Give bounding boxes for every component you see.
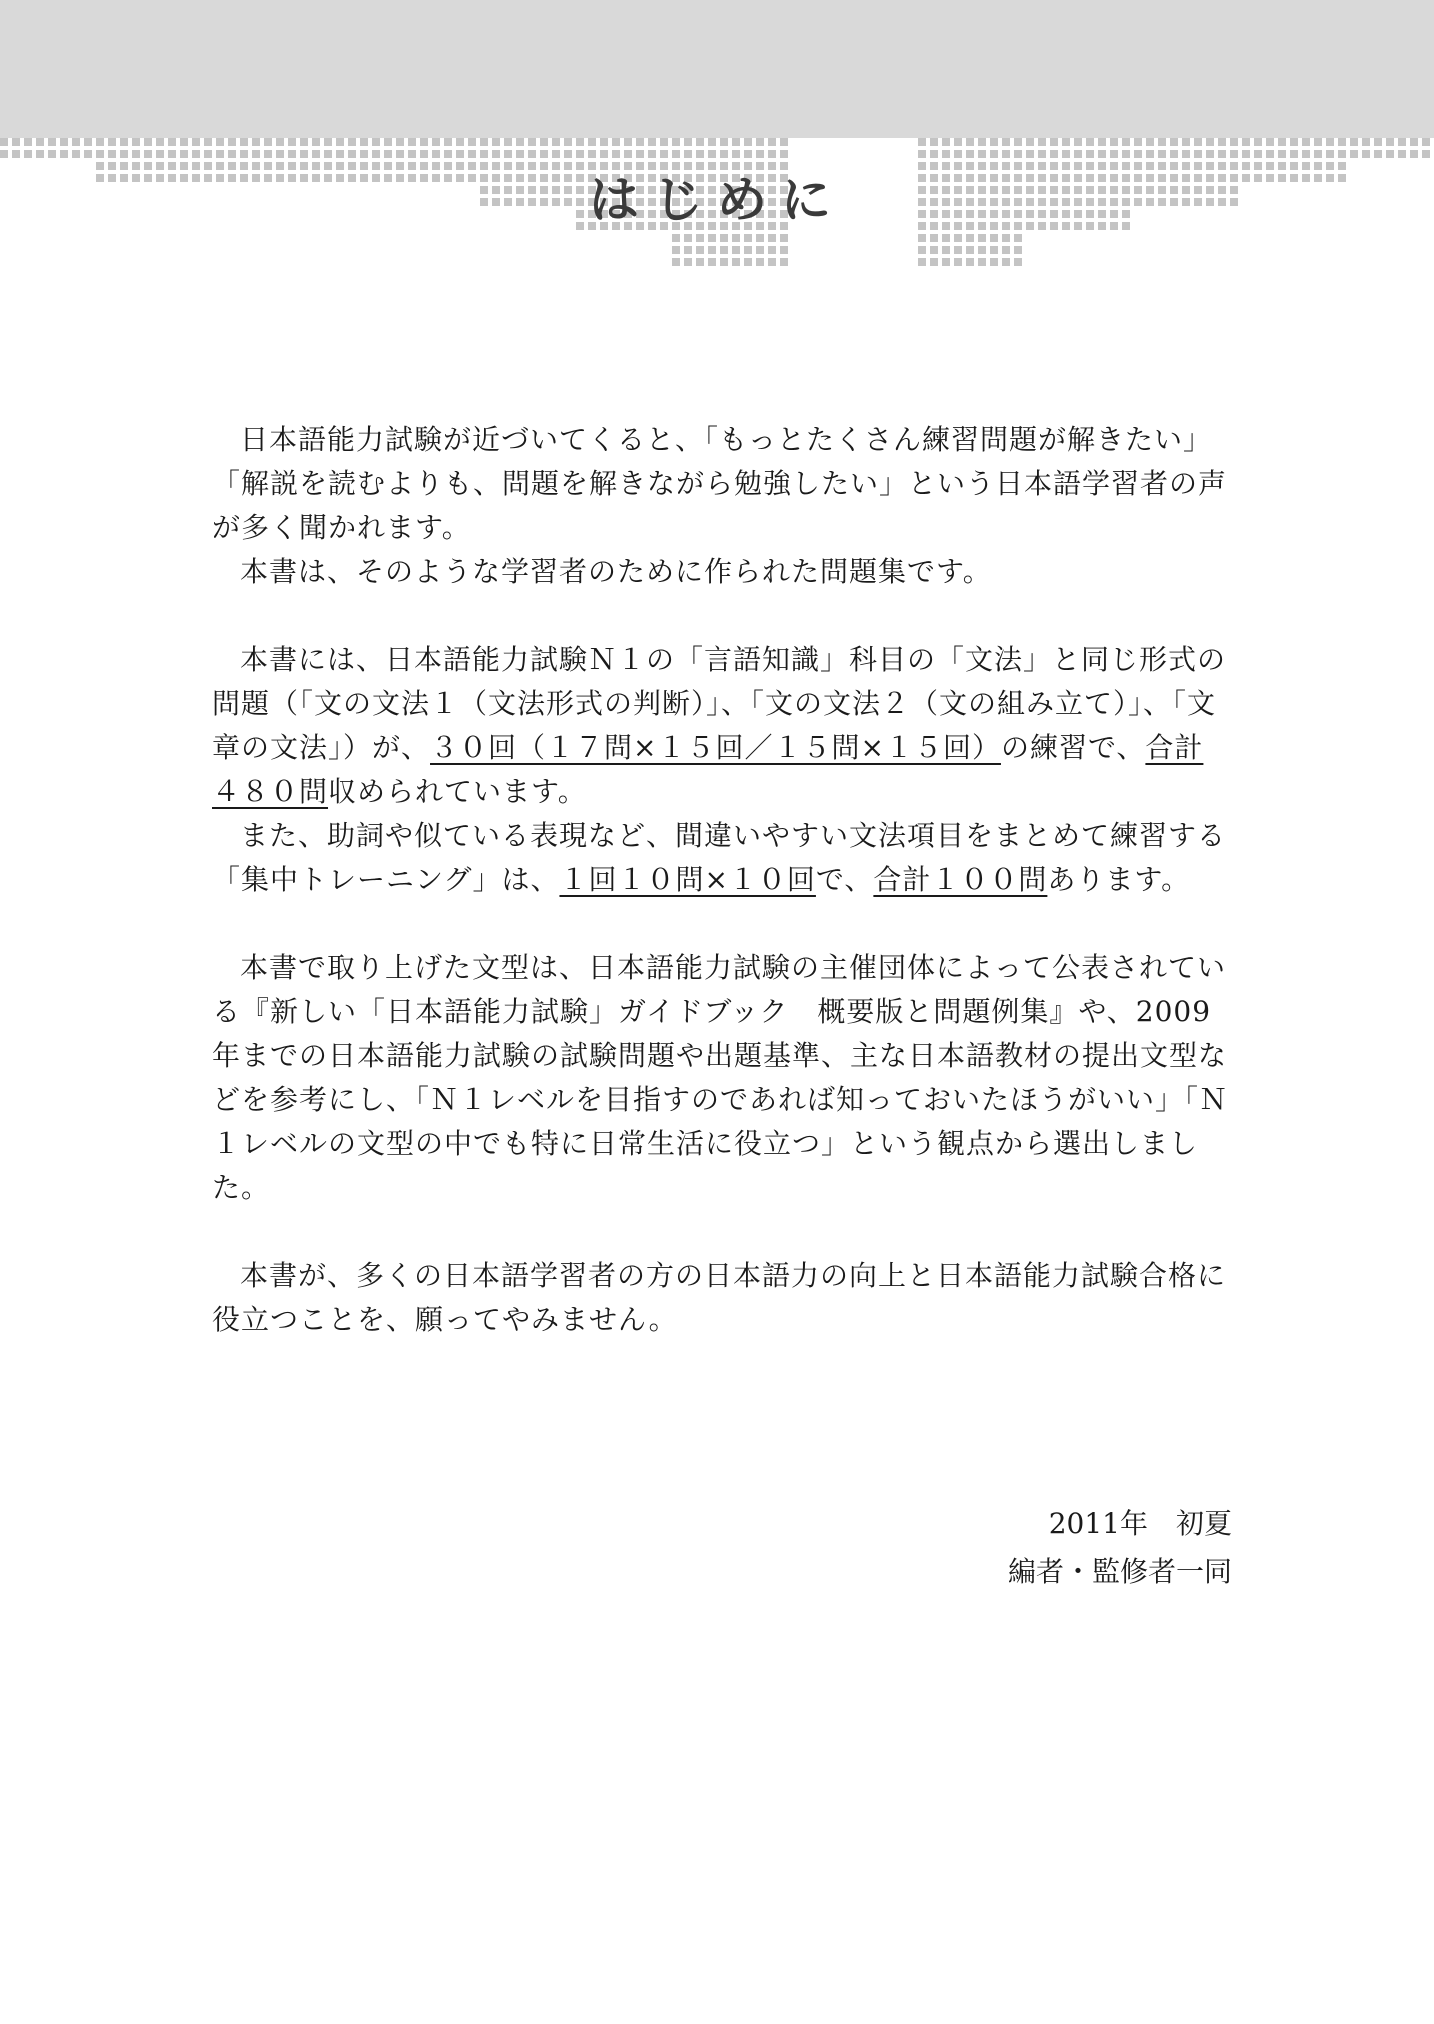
grid-cell — [1194, 150, 1202, 158]
grid-cell — [1014, 234, 1022, 242]
grid-cell — [1314, 138, 1322, 146]
grid-cell — [216, 150, 224, 158]
grid-cell — [456, 138, 464, 146]
grid-cell — [930, 150, 938, 158]
grid-cell — [1002, 138, 1010, 146]
grid-cell — [228, 138, 236, 146]
grid-cell — [1386, 150, 1394, 158]
grid-cell — [1290, 150, 1298, 158]
grid-cell — [1230, 150, 1238, 158]
grid-cell — [954, 150, 962, 158]
grid-cell — [684, 258, 692, 266]
grid-cell — [990, 138, 998, 146]
grid-cell — [600, 150, 608, 158]
grid-cell — [648, 138, 656, 146]
grid-cell — [1230, 138, 1238, 146]
grid-cell — [1122, 150, 1130, 158]
grid-cell — [1002, 246, 1010, 254]
grid-cell — [990, 246, 998, 254]
grid-cell — [696, 246, 704, 254]
grid-cell — [1350, 138, 1358, 146]
grid-cell — [708, 258, 716, 266]
grid-cell — [1182, 138, 1190, 146]
grid-cell — [732, 246, 740, 254]
grid-cell — [0, 150, 8, 158]
grid-cell — [180, 150, 188, 158]
grid-cell — [180, 138, 188, 146]
paragraph-contents — [212, 638, 1232, 814]
grid-cell — [300, 138, 308, 146]
grid-cell — [1110, 150, 1118, 158]
grid-cell — [672, 258, 680, 266]
grid-cell — [528, 150, 536, 158]
grid-cell — [420, 150, 428, 158]
grid-cell — [684, 150, 692, 158]
grid-cell — [420, 138, 428, 146]
grid-cell — [444, 150, 452, 158]
grid-cell — [720, 150, 728, 158]
grid-cell — [1074, 138, 1082, 146]
grid-cell — [96, 150, 104, 158]
grid-cell — [216, 138, 224, 146]
grid-cell — [1014, 246, 1022, 254]
grid-cell — [1098, 138, 1106, 146]
grid-cell — [1338, 138, 1346, 146]
grid-cell — [264, 150, 272, 158]
grid-cell — [12, 138, 20, 146]
grid-cell — [168, 138, 176, 146]
grid-cell — [1086, 138, 1094, 146]
paragraph-intro: 日本語能力試験が近づいてくると、「もっとたくさん練習問題が解きたい」「解説を読むよりも、問題を解きながら勉強したい」という日本語学習者の声が多く聞かれます。 — [212, 423, 1228, 544]
grid-cell — [978, 234, 986, 242]
grid-cell — [252, 150, 260, 158]
grid-cell — [756, 246, 764, 254]
grid-cell — [990, 258, 998, 266]
grid-cell — [684, 138, 692, 146]
grid-cell — [432, 138, 440, 146]
underlined-text: 合計４８０問 — [212, 731, 1204, 808]
grid-cell — [372, 150, 380, 158]
grid-cell — [576, 150, 584, 158]
grid-cell — [918, 150, 926, 158]
grid-cell — [966, 258, 974, 266]
grid-cell — [24, 138, 32, 146]
grid-cell — [84, 150, 92, 158]
grid-cell — [768, 258, 776, 266]
grid-cell — [672, 138, 680, 146]
grid-cell — [1290, 138, 1298, 146]
header-band — [0, 0, 1434, 138]
text-segment: で、 — [815, 863, 874, 896]
grid-cell — [276, 138, 284, 146]
grid-cell — [720, 258, 728, 266]
grid-cell — [966, 150, 974, 158]
grid-cell — [1410, 138, 1418, 146]
grid-cell — [492, 138, 500, 146]
grid-cell — [942, 234, 950, 242]
grid-cell — [1050, 150, 1058, 158]
grid-cell — [1206, 138, 1214, 146]
grid-cell — [1218, 138, 1226, 146]
grid-cell — [1086, 150, 1094, 158]
grid-cell — [732, 138, 740, 146]
grid-cell — [1206, 150, 1214, 158]
text-segment: の練習で、 — [1000, 731, 1146, 764]
grid-cell — [408, 138, 416, 146]
text-segment: 本書には、日本語能力試験Ｎ１の「言語知識」科目の「文法」と同じ形式の問題（「文の文法１（文法形式の判断）」、「文の文法２（文の組み立て）」、「文章の文法」）が、 — [212, 643, 1227, 764]
grid-cell — [204, 150, 212, 158]
grid-cell — [324, 150, 332, 158]
grid-cell — [84, 138, 92, 146]
grid-cell — [132, 138, 140, 146]
grid-cell — [60, 150, 68, 158]
grid-cell — [276, 150, 284, 158]
grid-cell — [120, 150, 128, 158]
grid-cell — [108, 150, 116, 158]
page-title: はじめに — [589, 171, 845, 229]
grid-cell — [468, 150, 476, 158]
grid-cell — [396, 138, 404, 146]
grid-cell — [564, 150, 572, 158]
grid-cell — [348, 150, 356, 158]
grid-cell — [492, 150, 500, 158]
grid-cell — [696, 150, 704, 158]
grid-cell — [720, 234, 728, 242]
grid-cell — [480, 138, 488, 146]
grid-cell — [132, 150, 140, 158]
paragraph-training — [212, 814, 1232, 902]
grid-cell — [708, 150, 716, 158]
grid-cell — [978, 258, 986, 266]
grid-cell — [504, 138, 512, 146]
grid-cell — [708, 246, 716, 254]
grid-cell — [744, 258, 752, 266]
grid-cell — [1026, 138, 1034, 146]
grid-cell — [1062, 150, 1070, 158]
grid-cell — [744, 150, 752, 158]
grid-cell — [360, 138, 368, 146]
grid-cell — [648, 150, 656, 158]
paragraph-closing: 本書が、多くの日本語学習者の方の日本語力の向上と日本語能力試験合格に役立つことを、願ってやみません。 — [212, 1259, 1227, 1336]
grid-cell — [1014, 258, 1022, 266]
grid-cell — [252, 138, 260, 146]
grid-cell — [708, 234, 716, 242]
grid-cell — [720, 246, 728, 254]
grid-cell — [1362, 138, 1370, 146]
grid-cell — [612, 138, 620, 146]
grid-cell — [12, 150, 20, 158]
grid-cell — [0, 138, 8, 146]
grid-cell — [1326, 150, 1334, 158]
grid-cell — [372, 138, 380, 146]
grid-cell — [456, 150, 464, 158]
grid-cell — [612, 150, 620, 158]
grid-cell — [480, 150, 488, 158]
grid-cell — [144, 138, 152, 146]
grid-cell — [432, 150, 440, 158]
grid-cell — [966, 138, 974, 146]
grid-cell — [48, 150, 56, 158]
grid-cell — [528, 138, 536, 146]
grid-cell — [918, 138, 926, 146]
grid-cell — [768, 246, 776, 254]
grid-cell — [144, 150, 152, 158]
grid-cell — [504, 150, 512, 158]
grid-cell — [1050, 138, 1058, 146]
grid-cell — [660, 138, 668, 146]
grid-cell — [1338, 150, 1346, 158]
grid-cell — [552, 150, 560, 158]
grid-cell — [756, 150, 764, 158]
grid-cell — [204, 138, 212, 146]
signature-date: 2011年 初夏 — [1048, 1507, 1232, 1540]
body-text — [212, 418, 1232, 1342]
grid-cell — [942, 150, 950, 158]
grid-cell — [624, 138, 632, 146]
grid-cell — [1122, 138, 1130, 146]
grid-cell — [360, 150, 368, 158]
grid-cell — [1362, 150, 1370, 158]
grid-cell — [192, 150, 200, 158]
grid-cell — [1266, 138, 1274, 146]
grid-cell — [552, 138, 560, 146]
grid-cell — [384, 138, 392, 146]
grid-cell — [156, 138, 164, 146]
grid-cell — [240, 150, 248, 158]
grid-cell — [384, 150, 392, 158]
paragraph-selection: 本書で取り上げた文型は、日本語能力試験の主催団体によって公表されている『新しい「日本語能力試験」ガイドブック 概要版と問題例集』や、2009年までの日本語能力試験の試験問題や出題基準、主な日本語教材の提出文型などを参考にし、「Ｎ１レベルを目指すのであれば知っておいたほうがいい」「Ｎ１レベルの文型の中でも特に日常生活に役立つ」という観点から選出しました。 — [212, 951, 1229, 1204]
grid-cell — [930, 138, 938, 146]
grid-cell — [1278, 138, 1286, 146]
grid-cell — [516, 138, 524, 146]
grid-cell — [1170, 138, 1178, 146]
grid-cell — [1398, 138, 1406, 146]
grid-cell — [954, 246, 962, 254]
grid-cell — [444, 138, 452, 146]
grid-cell — [756, 258, 764, 266]
grid-cell — [1158, 138, 1166, 146]
grid-cell — [990, 150, 998, 158]
grid-cell — [1266, 150, 1274, 158]
grid-cell — [954, 234, 962, 242]
text-segment: また、助詞や似ている表現など、間違いやすい文法項目をまとめて練習する「集中トレーニング」は、 — [212, 819, 1227, 896]
grid-cell — [744, 234, 752, 242]
grid-cell — [966, 234, 974, 242]
grid-cell — [954, 138, 962, 146]
grid-cell — [48, 138, 56, 146]
grid-cell — [780, 138, 788, 146]
grid-cell — [324, 138, 332, 146]
grid-cell — [72, 138, 80, 146]
grid-cell — [312, 138, 320, 146]
grid-cell — [516, 150, 524, 158]
grid-cell — [1038, 138, 1046, 146]
grid-cell — [660, 150, 668, 158]
grid-cell — [780, 258, 788, 266]
grid-cell — [288, 150, 296, 158]
grid-cell — [1302, 138, 1310, 146]
grid-cell — [36, 138, 44, 146]
grid-cell — [1242, 150, 1250, 158]
grid-cell — [1278, 150, 1286, 158]
grid-cell — [1302, 150, 1310, 158]
grid-cell — [396, 150, 404, 158]
grid-cell — [1422, 138, 1430, 146]
underlined-text: 合計１００問 — [873, 863, 1048, 896]
grid-cell — [1314, 150, 1322, 158]
grid-cell — [930, 258, 938, 266]
grid-cell — [696, 234, 704, 242]
grid-cell — [744, 246, 752, 254]
grid-cell — [264, 138, 272, 146]
grid-cell — [336, 150, 344, 158]
grid-cell — [1374, 150, 1382, 158]
grid-cell — [1350, 150, 1358, 158]
grid-cell — [60, 138, 68, 146]
grid-cell — [24, 150, 32, 158]
grid-cell — [780, 150, 788, 158]
grid-cell — [756, 138, 764, 146]
grid-cell — [168, 150, 176, 158]
grid-cell — [1326, 138, 1334, 146]
grid-cell — [732, 150, 740, 158]
grid-cell — [978, 138, 986, 146]
grid-cell — [588, 150, 596, 158]
paragraph-purpose: 本書は、そのような学習者のために作られた問題集です。 — [240, 555, 992, 588]
grid-cell — [1170, 150, 1178, 158]
grid-cell — [108, 138, 116, 146]
grid-cell — [780, 234, 788, 242]
grid-cell — [36, 150, 44, 158]
grid-cell — [1014, 150, 1022, 158]
grid-cell — [708, 138, 716, 146]
grid-cell — [942, 258, 950, 266]
grid-cell — [918, 246, 926, 254]
grid-cell — [1134, 138, 1142, 146]
grid-cell — [1038, 150, 1046, 158]
grid-cell — [540, 138, 548, 146]
signature — [1008, 1500, 1232, 1596]
grid-cell — [72, 150, 80, 158]
grid-cell — [1002, 258, 1010, 266]
grid-cell — [1146, 138, 1154, 146]
grid-cell — [192, 138, 200, 146]
grid-cell — [1146, 150, 1154, 158]
grid-cell — [1410, 150, 1418, 158]
grid-cell — [1062, 138, 1070, 146]
grid-cell — [942, 246, 950, 254]
grid-cell — [1194, 138, 1202, 146]
grid-cell — [768, 234, 776, 242]
grid-cell — [1026, 150, 1034, 158]
grid-cell — [672, 246, 680, 254]
grid-cell — [1182, 150, 1190, 158]
grid-cell — [942, 138, 950, 146]
grid-cell — [636, 138, 644, 146]
grid-cell — [348, 138, 356, 146]
grid-cell — [1242, 138, 1250, 146]
grid-cell — [768, 150, 776, 158]
grid-cell — [156, 150, 164, 158]
text-segment: あります。 — [1047, 863, 1191, 896]
grid-cell — [1074, 150, 1082, 158]
grid-cell — [1002, 150, 1010, 158]
grid-cell — [1002, 234, 1010, 242]
grid-cell — [672, 234, 680, 242]
grid-cell — [1110, 138, 1118, 146]
grid-cell — [978, 246, 986, 254]
grid-cell — [732, 234, 740, 242]
grid-cell — [300, 150, 308, 158]
grid-cell — [96, 138, 104, 146]
grid-cell — [588, 138, 596, 146]
grid-cell — [930, 246, 938, 254]
grid-cell — [1254, 138, 1262, 146]
grid-cell — [696, 138, 704, 146]
grid-cell — [978, 150, 986, 158]
grid-cell — [240, 138, 248, 146]
grid-cell — [720, 138, 728, 146]
grid-cell — [744, 138, 752, 146]
grid-cell — [768, 138, 776, 146]
grid-cell — [1422, 150, 1430, 158]
grid-cell — [696, 258, 704, 266]
grid-cell — [1254, 150, 1262, 158]
grid-cell — [336, 138, 344, 146]
grid-cell — [1398, 150, 1406, 158]
grid-cell — [684, 246, 692, 254]
grid-cell — [576, 138, 584, 146]
grid-cell — [684, 234, 692, 242]
grid-cell — [756, 234, 764, 242]
grid-cell — [672, 150, 680, 158]
text-segment: 収められています。 — [328, 775, 587, 808]
grid-cell — [966, 246, 974, 254]
grid-cell — [990, 234, 998, 242]
grid-cell — [1386, 138, 1394, 146]
grid-cell — [120, 138, 128, 146]
grid-cell — [1374, 138, 1382, 146]
grid-cell — [918, 258, 926, 266]
grid-cell — [732, 258, 740, 266]
grid-cell — [954, 258, 962, 266]
grid-cell — [1098, 150, 1106, 158]
grid-cell — [624, 150, 632, 158]
grid-cell — [1014, 138, 1022, 146]
grid-cell — [564, 138, 572, 146]
grid-cell — [312, 150, 320, 158]
signature-authors: 編者・監修者一同 — [1007, 1555, 1232, 1588]
grid-cell — [636, 150, 644, 158]
grid-cell — [288, 138, 296, 146]
grid-cell — [540, 150, 548, 158]
grid-cell — [780, 246, 788, 254]
grid-cell — [1158, 150, 1166, 158]
grid-cell — [930, 234, 938, 242]
grid-cell — [1134, 150, 1142, 158]
grid-cell — [468, 138, 476, 146]
grid-cell — [408, 150, 416, 158]
grid-cell — [228, 150, 236, 158]
underlined-text: ３０回（１７問×１５回／１５問×１５回） — [430, 731, 1001, 764]
grid-cell — [918, 234, 926, 242]
underlined-text: １回１０問×１０回 — [559, 863, 816, 896]
grid-cell — [600, 138, 608, 146]
grid-cell — [1218, 150, 1226, 158]
